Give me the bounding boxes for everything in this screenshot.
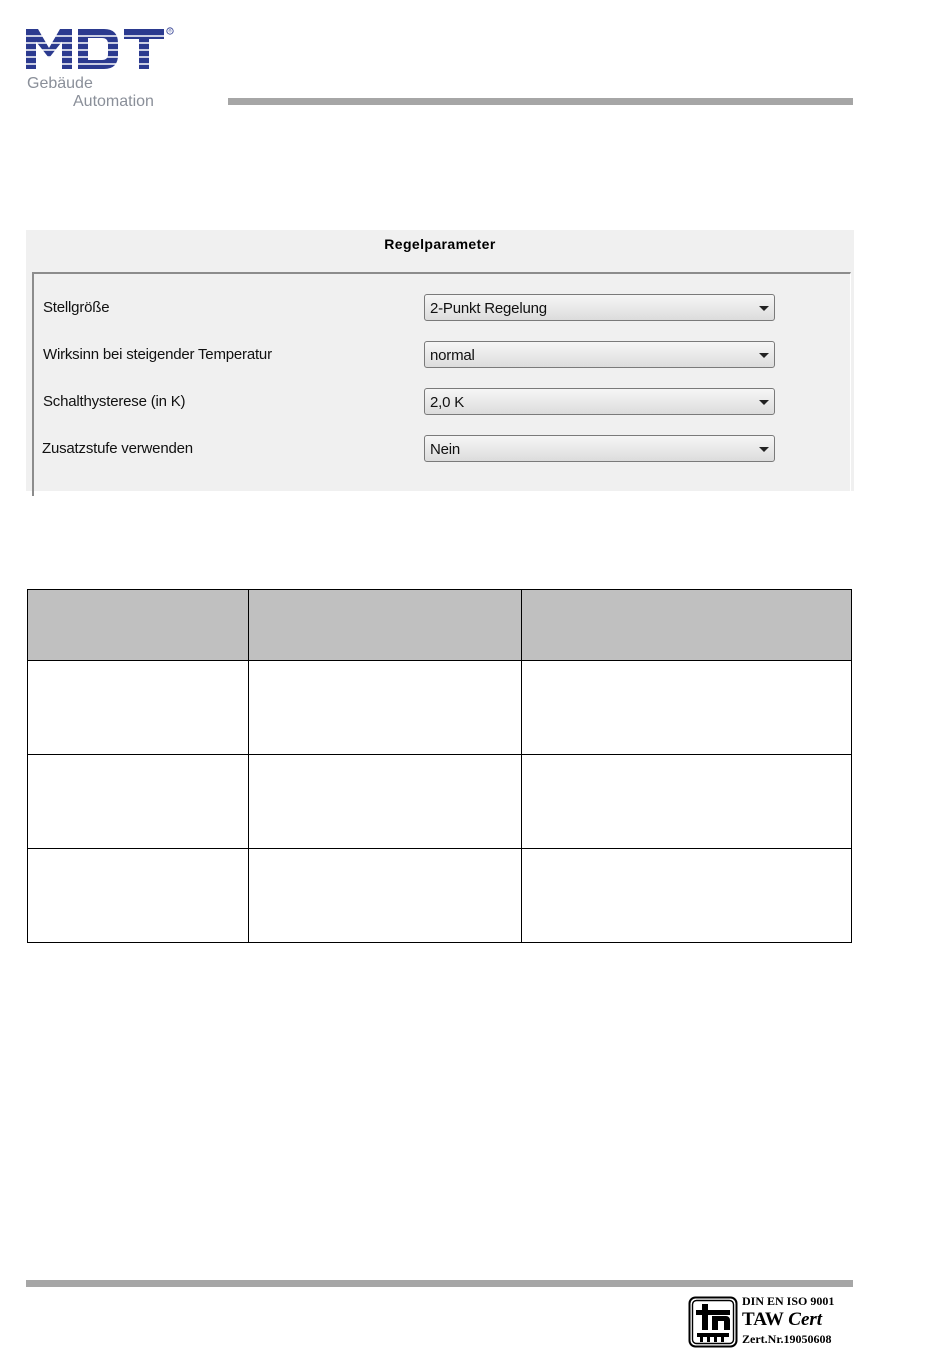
cert-number: Zert.Nr.19050608	[742, 1332, 832, 1346]
dropdown-value: 2-Punkt Regelung	[430, 300, 547, 317]
table-header-row	[28, 590, 852, 661]
table-row	[28, 755, 852, 849]
table-cell	[522, 849, 852, 943]
chevron-down-icon[interactable]	[759, 306, 769, 311]
chevron-down-icon[interactable]	[759, 353, 769, 358]
dropdown-value: 2,0 K	[430, 394, 465, 411]
label-schalthysterese: Schalthysterese (in K)	[43, 393, 186, 410]
table-row	[28, 661, 852, 755]
table-cell	[249, 755, 522, 849]
table-cell	[28, 849, 249, 943]
mdt-logo-graphic	[26, 26, 176, 74]
cert-issuer-taw: TAW	[742, 1309, 784, 1330]
parameter-panel	[26, 230, 854, 491]
label-zusatzstufe: Zusatzstufe verwenden	[42, 440, 193, 457]
label-stellgroesse: Stellgröße	[43, 299, 110, 316]
table-cell	[249, 661, 522, 755]
table-row	[28, 849, 852, 943]
table-header-cell	[522, 590, 852, 661]
mdt-logo	[26, 26, 176, 116]
table-header-cell	[28, 590, 249, 661]
table-cell	[28, 755, 249, 849]
svg-text:®: ®	[168, 28, 172, 34]
dropdown-value: normal	[430, 347, 475, 364]
table-cell	[249, 849, 522, 943]
dropdown-zusatzstufe[interactable]	[424, 435, 775, 462]
cert-issuer-cert: Cert	[788, 1309, 823, 1330]
dropdown-wirksinn[interactable]	[424, 341, 775, 368]
cert-standard: DIN EN ISO 9001	[742, 1294, 835, 1308]
table-cell	[522, 755, 852, 849]
dropdown-stellgroesse[interactable]	[424, 294, 775, 321]
dropdown-schalthysterese[interactable]	[424, 388, 775, 415]
logo-subtitle-automation: Automation	[73, 93, 154, 110]
header-divider	[228, 98, 853, 105]
logo-subtitle-gebaeude: Gebäude	[27, 75, 93, 92]
table-header-cell	[249, 590, 522, 661]
label-wirksinn: Wirksinn bei steigender Temperatur	[43, 346, 272, 363]
table-cell	[522, 661, 852, 755]
panel-title: Regelparameter	[384, 236, 496, 252]
table-cell	[28, 661, 249, 755]
footer-divider	[26, 1280, 853, 1287]
parameter-table	[27, 589, 852, 943]
dropdown-value: Nein	[430, 441, 461, 458]
certification-text	[742, 1293, 834, 1347]
cert-issuer	[742, 1309, 834, 1331]
taw-cert-seal-icon	[688, 1296, 738, 1348]
chevron-down-icon[interactable]	[759, 447, 769, 452]
chevron-down-icon[interactable]	[759, 400, 769, 405]
